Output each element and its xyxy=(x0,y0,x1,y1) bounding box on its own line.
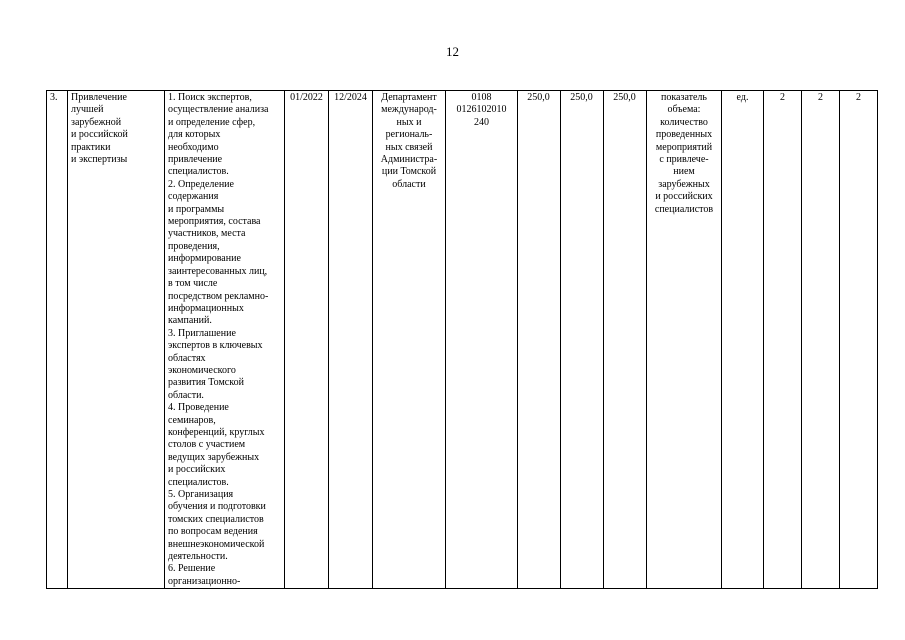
activity-name-cell: Привлечение лучшей зарубежной и российской практики и экспертизы xyxy=(68,91,165,589)
budget-code-cell: 0108 0126102010 240 xyxy=(446,91,518,589)
value-cell-3: 2 xyxy=(840,91,878,589)
funding-cell-3: 250,0 xyxy=(604,91,647,589)
end-date-cell: 12/2024 xyxy=(329,91,373,589)
table-row xyxy=(47,91,878,589)
executor-cell: Департамент международ- ных и региональ- ных связей Администра- ции Томской области xyxy=(373,91,446,589)
indicator-cell: показатель объема: количество проведенных мероприятий с привлече- нием зарубежных и российских специалистов xyxy=(647,91,722,589)
unit-cell: ед. xyxy=(722,91,764,589)
program-table xyxy=(46,90,878,589)
funding-cell-2: 250,0 xyxy=(561,91,604,589)
funding-cell-1: 250,0 xyxy=(518,91,561,589)
value-cell-2: 2 xyxy=(802,91,840,589)
value-cell-1: 2 xyxy=(764,91,802,589)
start-date-cell: 01/2022 xyxy=(285,91,329,589)
activities-cell: 1. Поиск экспертов, осуществление анализа и определение сфер, для которых необходимо привлечение специалистов. 2. Определение содержания и программы мероприятия, состава участников, места проведения, информирование заинтересованных лиц, в том числе посредством рекламно- информационных кампаний. 3. Приглашение экспертов в ключевых областях экономического развития Томской области. 4. Проведение семинаров, конференций, круглых столов с участием ведущих зарубежных и российских специалистов. 5. Организация обучения и подготовки томских специалистов по вопросам ведения внешнеэкономической деятельности. 6. Решение организационно- xyxy=(165,91,285,589)
row-number-cell: 3. xyxy=(47,91,68,589)
page-number: 12 xyxy=(446,44,459,59)
